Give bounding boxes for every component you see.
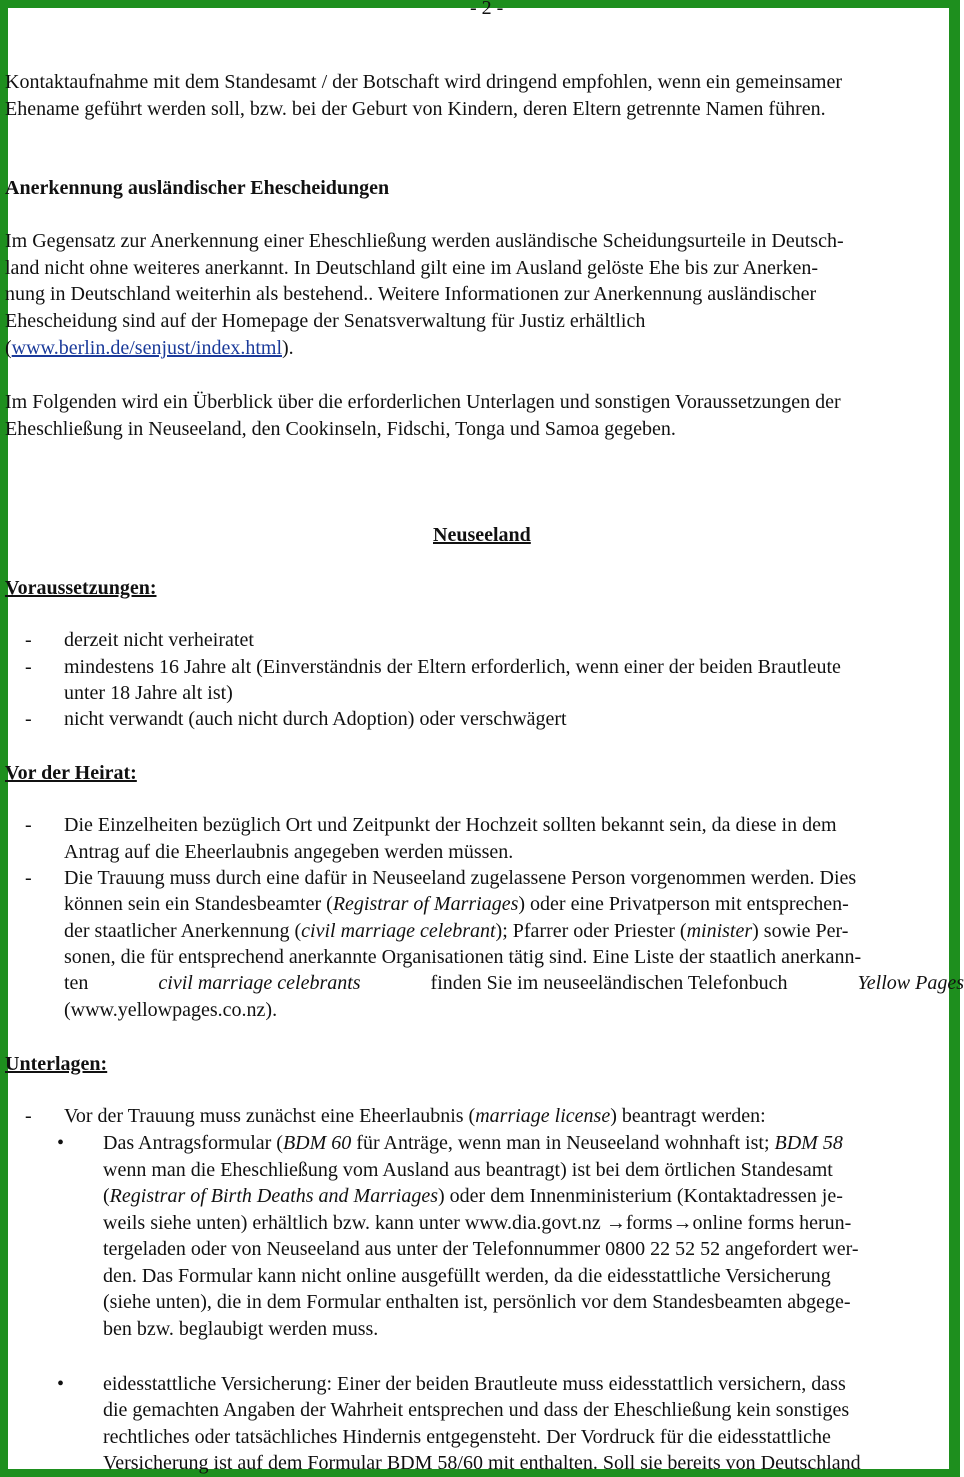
- text-run: (: [103, 1185, 110, 1207]
- bullet-1-line-5: tergeladen oder von Neuseeland aus unter der Telefonnummer 0800 22 52 52 angefordert wer-: [103, 1238, 859, 1260]
- text-run: ) beantragt werden:: [610, 1105, 766, 1127]
- bullet-1-line-6: den. Das Formular kann nicht online ausgefüllt werden, da die eidesstattliche Versicherung: [103, 1265, 831, 1287]
- italic-term: minister: [686, 920, 753, 942]
- link-open-paren: (: [5, 337, 12, 359]
- vor-heirat-item-1-line-2: Antrag auf die Eheerlaubnis angegeben werden müssen.: [64, 841, 514, 863]
- bullet-1-line-7: (siehe unten), die in dem Formular enthalten ist, persönlich vor dem Standesbeamten abgege-: [103, 1291, 851, 1313]
- bullet-2-line-4: Versicherung ist auf dem Formular BDM 58/60 mit enthalten. Soll sie bereits von Deutschland: [103, 1452, 861, 1474]
- bullet-1-line-4: weils siehe unten) erhältlich bzw. kann unter www.dia.govt.nz →forms→online forms herun-: [103, 1212, 852, 1234]
- vor-heirat-item-2-line-3: [64, 919, 848, 943]
- italic-term: Registrar of Marriages: [332, 893, 519, 915]
- text-run: Vor der Trauung muss zunächst eine Eheerlaubnis (: [64, 1105, 476, 1127]
- vor-der-heirat-heading: Vor der Heirat:: [5, 762, 137, 784]
- unterlagen-item-1: [64, 1104, 766, 1128]
- voraussetzung-item-2-line-1: mindestens 16 Jahre alt (Einverständnis der Eltern erforderlich, wenn einer der beiden Brautleute: [64, 656, 841, 678]
- page-number: - 2 -: [470, 0, 504, 19]
- bullet-2-line-1: eidesstattliche Versicherung: Einer der beiden Brautleute muss eidesstattlich versichern, dass: [103, 1373, 846, 1395]
- bullet-2-line-2: die gemachten Angaben der Wahrheit entsprechen und dass der Eheschließung kein sonstiges: [103, 1399, 850, 1421]
- bullet-marker: [57, 1372, 64, 1396]
- text-run: ) oder dem Innenministerium (Kontaktadressen je-: [438, 1185, 843, 1207]
- text-run: ) oder eine Privatperson mit entsprechen-: [518, 893, 849, 915]
- vor-heirat-item-2-line-5: [64, 971, 964, 995]
- text-run: ten: [64, 972, 89, 994]
- intro-line-1: Kontaktaufnahme mit dem Standesamt / der Botschaft wird dringend empfohlen, wenn ein gemeinsamer: [5, 71, 842, 93]
- dash-marker: -: [25, 629, 32, 651]
- senjust-link[interactable]: www.berlin.de/senjust/index.html: [11, 337, 283, 359]
- divorce-line-3: nung in Deutschland weiterhin als bestehend.. Weitere Informationen zur Anerkennung ausländischer: [5, 283, 817, 305]
- bullet-1-line-8: ben bzw. beglaubigt werden muss.: [103, 1318, 379, 1340]
- divorce-line-2: land nicht ohne weiteres anerkannt. In Deutschland gilt eine im Ausland gelöste Ehe bis zur Anerken-: [5, 257, 819, 279]
- overview-line-2: Eheschließung in Neuseeland, den Cookinseln, Fidschi, Tonga und Samoa gegeben.: [5, 418, 676, 440]
- divorce-heading: Anerkennung ausländischer Ehescheidungen: [5, 177, 390, 199]
- divorce-line-1: Im Gegensatz zur Anerkennung einer Eheschließung werden ausländische Scheidungsurteile in Deutsch-: [5, 230, 844, 252]
- bullet-1-line-3: [103, 1184, 843, 1208]
- voraussetzung-item-1: derzeit nicht verheiratet: [64, 629, 254, 651]
- italic-term: civil marriage celebrant: [301, 920, 496, 942]
- dash-marker: -: [25, 814, 32, 836]
- italic-term: BDM 60: [282, 1132, 352, 1154]
- italic-term: civil marriage celebrants: [158, 972, 361, 994]
- vor-heirat-item-2-line-2: [64, 892, 849, 916]
- unterlagen-heading: Unterlagen:: [5, 1053, 108, 1075]
- vor-heirat-item-2-line-4: sonen, die für entsprechend anerkannte Organisationen tätig sind. Eine Liste der staatlich anerkann-: [64, 946, 862, 968]
- italic-term: BDM 58: [774, 1132, 843, 1154]
- bullet-1-line-1: [103, 1131, 843, 1155]
- dash-marker: -: [25, 656, 32, 678]
- italic-term: marriage license: [475, 1105, 611, 1127]
- text-run: ); Pfarrer oder Priester (: [495, 920, 687, 942]
- document-page: [5, 0, 964, 1477]
- text-run: der staatlicher Anerkennung (: [64, 920, 302, 942]
- vor-heirat-item-1-line-1: Die Einzelheiten bezüglich Ort und Zeitpunkt der Hochzeit sollten bekannt sein, da diese in dem: [64, 814, 837, 836]
- voraussetzung-item-3: nicht verwandt (auch nicht durch Adoption) oder verschwägert: [64, 708, 567, 730]
- text-run: können sein ein Standesbeamter (: [64, 893, 333, 915]
- voraussetzungen-heading: Voraussetzungen:: [5, 577, 157, 599]
- divorce-line-4: Ehescheidung sind auf der Homepage der Senatsverwaltung für Justiz erhältlich: [5, 310, 646, 332]
- bullet-2-line-3: rechtliches oder tatsächliches Hindernis entgegensteht. Der Vordruck für die eidesstattliche: [103, 1426, 831, 1448]
- bullet-1-line-2: wenn man die Eheschließung vom Ausland aus beantragt) ist bei dem örtlichen Standesamt: [103, 1159, 833, 1181]
- text-run: finden Sie im neuseeländischen Telefonbuch: [430, 972, 788, 994]
- voraussetzung-item-2-line-2: unter 18 Jahre alt ist): [64, 682, 233, 704]
- text-run: ) sowie Per-: [752, 920, 849, 942]
- text-run: für Anträge, wenn man in Neuseeland wohnhaft ist;: [351, 1132, 775, 1154]
- overview-line-1: Im Folgenden wird ein Überblick über die erforderlichen Unterlagen und sonstigen Voraussetzungen der: [5, 391, 841, 413]
- italic-term: Registrar of Birth Deaths and Marriages: [109, 1185, 439, 1207]
- intro-line-2: Ehename geführt werden soll, bzw. bei der Geburt von Kindern, deren Eltern getrennte Namen führen.: [5, 98, 826, 120]
- vor-heirat-item-2-line-6: (www.yellowpages.co.nz).: [64, 999, 278, 1021]
- divorce-link-line: [5, 336, 294, 360]
- link-close-paren: ).: [282, 337, 294, 359]
- text-run: Das Antragsformular (: [103, 1132, 283, 1154]
- dash-marker: -: [25, 708, 32, 730]
- italic-term: Yellow Pages: [857, 972, 964, 994]
- dash-marker: -: [25, 867, 32, 889]
- bullet-marker: [57, 1131, 64, 1155]
- vor-heirat-item-2-line-1: Die Trauung muss durch eine dafür in Neuseeland zugelassene Person vorgenommen werden. Dies: [64, 867, 857, 889]
- dash-marker: -: [25, 1105, 32, 1127]
- section-title-neuseeland: Neuseeland: [433, 524, 531, 546]
